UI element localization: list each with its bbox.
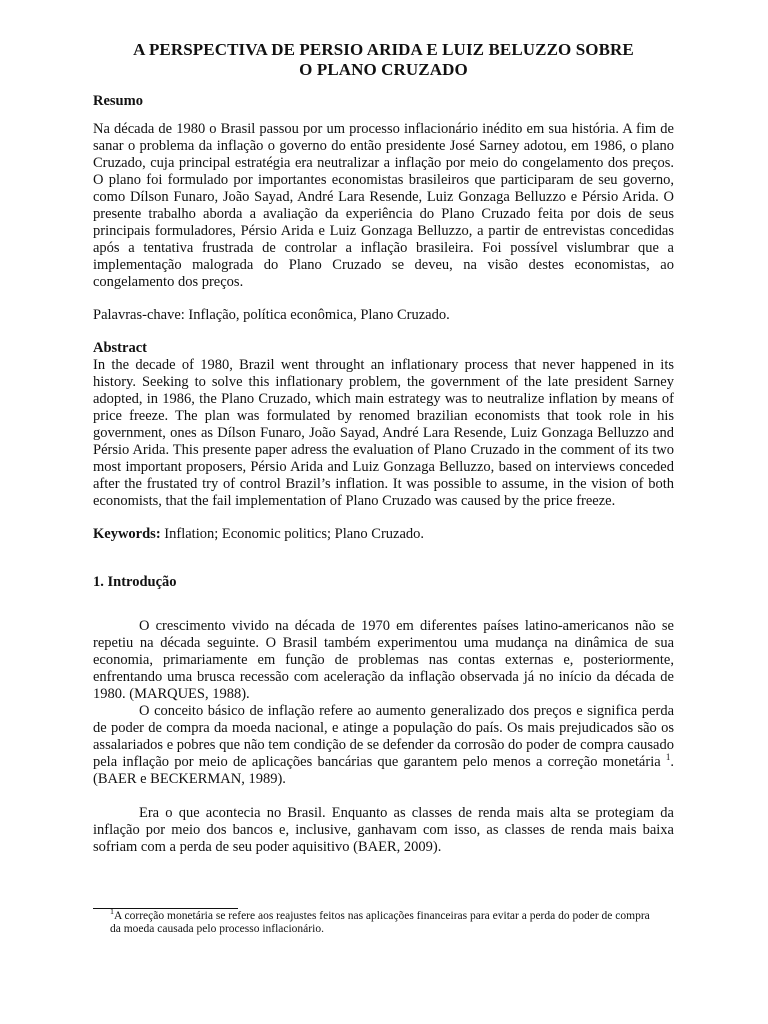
footnote-divider <box>93 908 238 909</box>
intro-paragraph-2-citation: . (BAER e BECKERMAN, 1989). <box>93 754 674 787</box>
intro-paragraph-2 <box>93 703 674 788</box>
intro-paragraph-3: Era o que acontecia no Brasil. Enquanto as classes de renda mais alta se protegiam da inflação por meio dos bancos e, inclusive, ganhavam com isso, as classes de renda mais baixa sofriam com a perda de seu poder aquisitivo (BAER, 2009). <box>93 805 674 855</box>
footnote-number: 1 <box>110 907 114 917</box>
title-line-1: A PERSPECTIVA DE PERSIO ARIDA E LUIZ BELUZZO SOBRE <box>133 40 634 59</box>
section-heading-introducao: 1. Introdução <box>93 574 177 590</box>
palavras-chave: Palavras-chave: Inflação, política econômica, Plano Cruzado. <box>93 307 450 323</box>
keywords-line <box>93 526 674 543</box>
intro-paragraph-1: O crescimento vivido na década de 1970 em diferentes países latino-americanos não se repetiu na década seguinte. O Brasil também experimentou uma mudança na dinâmica de sua economia, primariamente em função de problemas nas contas externas e, posteriormente, enfrentando uma brusca recessão com aceleração da inflação observada já no início da década de 1980. (MARQUES, 1988). <box>93 618 674 702</box>
paper-title <box>93 40 674 80</box>
paper-page <box>93 40 674 856</box>
resumo-heading: Resumo <box>93 93 143 109</box>
resumo-text: Na década de 1980 o Brasil passou por um processo inflacionário inédito em sua história. A fim de sanar o problema da inflação o governo do então presidente José Sarney adotou, em 1986, o plano Cruzado, cuja principal estratégia era neutralizar a inflação por meio do congelamento dos preços. O plano foi formulado por importantes economistas brasileiros que participaram de seu governo, como Dílson Funaro, João Sayad, André Lara Resende, Luiz Gonzaga Belluzzo e Pérsio Arida. O presente trabalho aborda a avaliação da experiência do Plano Cruzado feita por dois de seus principais formuladores, Pérsio Arida e Luiz Gonzaga Belluzzo, a partir de entrevistas concedidas após a tentativa frustrada de controlar a inflação brasileira. Foi possível vislumbrar que a implementação malograda do Plano Cruzado se deveu, na visão destes economistas, ao congelamento dos preços. <box>93 121 674 290</box>
footnote-reference: 1 <box>665 752 671 763</box>
abstract-text: In the decade of 1980, Brazil went throught an inflationary process that never happened in its history. Seeking to solve this inflationary problem, the government of the late president Sarney adopted, in 1986, the Plano Cruzado, which main estrategy was to neutralize inflation by means of price freeze. The plan was formulated by renomed brazilian economists that took role in his government, ones as Dílson Funaro, João Sayad, André Lara Resende, Luiz Gonzaga Belluzzo and Pérsio Arida. This presente paper adress the evaluation of Plano Cruzado in the comment of its two most important proposers, Pérsio Arida and Luiz Gonzaga Belluzzo, based on interviews conceded after the frustated try of control Brazil’s inflation. It was possible to assume, in the vision of both economists, that the fail implementation of Plano Cruzado was caused by the price freeze. <box>93 357 674 509</box>
footnote-text: A correção monetária se refere aos reajustes feitos nas aplicações financeiras para evitar a perda do poder de compra da moeda causada pelo processo inflacionário. <box>110 910 650 935</box>
keywords-text: Inflation; Economic politics; Plano Cruzado. <box>160 526 425 542</box>
abstract-heading: Abstract <box>93 340 147 356</box>
footnote <box>110 907 650 936</box>
title-line-2: O PLANO CRUZADO <box>299 60 468 79</box>
intro-paragraph-2-text: O conceito básico de inflação refere ao aumento generalizado dos preços e significa perda de poder de compra da moeda nacional, e atinge a população do país. Os mais prejudicados são os assalariados e pobres que não tem condição de se defender da corrosão do poder de compra causado pela inflação por meio de aplicações bancárias que garantem pelo menos a correção monetária <box>93 703 674 770</box>
keywords-label: Keywords: <box>93 526 161 542</box>
